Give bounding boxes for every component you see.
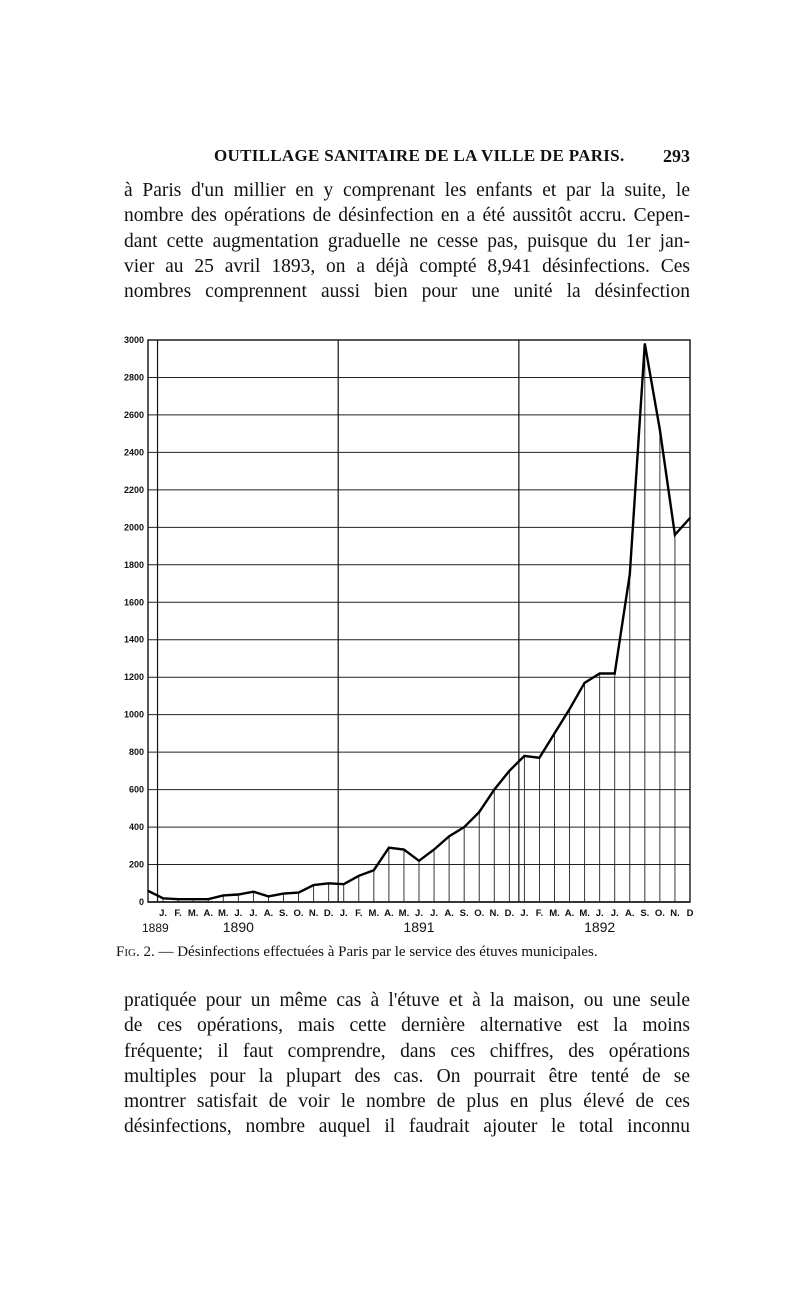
text-line: de ces opérations, mais cette dernière alternative est la moins [124, 1015, 690, 1037]
data-point [418, 860, 420, 862]
data-point [222, 895, 224, 897]
data-point [689, 517, 691, 519]
x-month-label: M. [549, 908, 560, 919]
x-month-label: F. [535, 908, 544, 919]
x-month-label: O. [474, 908, 485, 919]
data-point [403, 849, 405, 851]
data-point [463, 826, 465, 828]
y-tick-label: 2000 [123, 522, 144, 533]
data-point [509, 770, 511, 772]
y-tick-label: 2800 [123, 372, 144, 383]
text-line: nombre des opérations de désinfection en a été aussitôt accru. Cepen- [124, 205, 690, 227]
x-month-label: J. [234, 908, 243, 919]
data-point [207, 898, 209, 900]
data-point [162, 897, 164, 899]
x-month-label: J. [159, 908, 168, 919]
data-point [659, 429, 661, 431]
x-month-label: N. [489, 908, 500, 919]
y-tick-label: 1800 [123, 559, 144, 570]
y-tick-label: 1400 [123, 634, 144, 645]
x-month-label: A. [203, 908, 213, 919]
y-tick-label: 800 [128, 747, 144, 758]
x-month-label: A. [625, 908, 635, 919]
plot-frame [148, 340, 690, 902]
y-tick-label: 0 [138, 897, 144, 907]
text-line: multiples pour la plupart des cas. On pourrait être tenté de se [124, 1065, 690, 1087]
text-line: dant cette augmentation graduelle ne cesse pas, puisque du 1er jan- [124, 230, 690, 252]
text-line: fréquente; il faut comprendre, dans ces chiffres, des opérations [124, 1040, 690, 1062]
x-month-label: J. [249, 908, 258, 919]
x-month-label: D. [323, 908, 334, 919]
y-tick-label: 600 [128, 784, 144, 795]
data-point [584, 682, 586, 684]
data-point [358, 875, 360, 877]
x-month-label: J. [520, 908, 529, 919]
x-month-label: N. [308, 908, 319, 919]
data-point [524, 755, 526, 757]
data-point [298, 892, 300, 894]
y-tick-label: 3000 [123, 335, 144, 345]
x-month-label: S. [459, 908, 469, 919]
y-tick-label: 2400 [123, 447, 144, 458]
page-number: 293 [663, 146, 690, 166]
x-month-label: J. [339, 908, 348, 919]
data-point [283, 893, 285, 895]
x-month-label: F. [355, 908, 363, 919]
data-point [433, 849, 435, 851]
data-point [448, 836, 450, 838]
x-month-label: J. [430, 908, 439, 919]
x-year-label: 1892 [584, 919, 616, 935]
text-line: vier au 25 avril 1893, on a déjà compté 8,941 désinfections. Ces [124, 255, 690, 277]
x-month-label: A. [263, 908, 274, 919]
data-point [192, 898, 194, 900]
data-point [478, 811, 480, 813]
data-point [238, 894, 240, 896]
y-tick-label: 1600 [123, 597, 144, 608]
x-month-label: M. [187, 908, 199, 919]
x-month-label: M. [217, 908, 229, 919]
running-title: OUTILLAGE SANITAIRE DE LA VILLE DE PARIS. [214, 146, 625, 165]
y-tick-label: 400 [128, 822, 144, 833]
chart-canvas [100, 330, 700, 960]
text-line: montrer satisfait de voir le nombre de plus en plus élevé de ces [124, 1091, 690, 1113]
x-month-label: O. [654, 908, 665, 919]
x-month-label: M. [368, 908, 380, 919]
y-tick-label: 200 [128, 859, 144, 870]
data-point [388, 847, 390, 849]
x-month-label: A. [444, 908, 454, 919]
x-month-label: J. [610, 908, 619, 919]
x-month-label: M. [398, 908, 410, 919]
text-line: à Paris d'un millier en y comprenant les enfants et par la suite, le [124, 180, 690, 201]
paragraph-bottom [124, 988, 690, 1140]
data-point [493, 789, 495, 791]
y-tick-label: 1200 [123, 672, 144, 683]
data-point [373, 869, 375, 871]
y-tick-label: 2200 [123, 484, 144, 495]
y-tick-label: 2600 [123, 409, 144, 420]
figure-caption [116, 944, 696, 961]
y-tick-label: 1000 [123, 709, 144, 720]
data-point [328, 882, 330, 884]
x-month-label: J. [595, 908, 604, 919]
data-point [674, 534, 676, 536]
figure-caption-text: — Désinfections effectuées à Paris par le service des étuves municipales. [158, 944, 598, 960]
data-point [539, 757, 541, 759]
data-point [268, 896, 270, 898]
series-line [148, 344, 690, 900]
x-month-label: S. [279, 908, 288, 919]
page-header [124, 146, 690, 174]
data-point [629, 573, 631, 575]
data-point [644, 343, 646, 345]
data-point [343, 883, 345, 885]
text-line: pratiquée pour un même cas à l'étuve et à la maison, ou une seule [124, 990, 690, 1011]
figure-label: Fig. 2. [116, 944, 155, 960]
disinfection-chart [100, 330, 700, 960]
x-month-label: A. [384, 908, 394, 919]
x-month-label: J. [415, 908, 423, 919]
x-month-label: D. [504, 908, 515, 919]
x-year-label: 1889 [142, 921, 169, 935]
text-line: nombres comprennent aussi bien pour une unité la désinfection [124, 281, 690, 303]
x-month-label: D [686, 908, 694, 919]
data-point [313, 884, 315, 886]
data-point [614, 673, 616, 675]
x-month-label: O. [293, 908, 304, 919]
x-month-label: F. [174, 908, 182, 919]
data-point [599, 673, 601, 675]
data-point [177, 898, 179, 900]
x-month-label: A. [564, 908, 575, 919]
text-line: désinfections, nombre auquel il faudrait ajouter le total inconnu [124, 1116, 690, 1138]
data-point [554, 733, 556, 735]
data-point [147, 890, 149, 892]
x-year-label: 1891 [403, 919, 435, 935]
x-month-label: N. [670, 908, 680, 919]
x-month-label: M. [579, 908, 590, 919]
data-point [253, 891, 255, 893]
x-month-label: S. [640, 908, 650, 919]
data-point [569, 708, 571, 710]
x-year-label: 1890 [222, 919, 254, 935]
paragraph-top [124, 178, 690, 304]
